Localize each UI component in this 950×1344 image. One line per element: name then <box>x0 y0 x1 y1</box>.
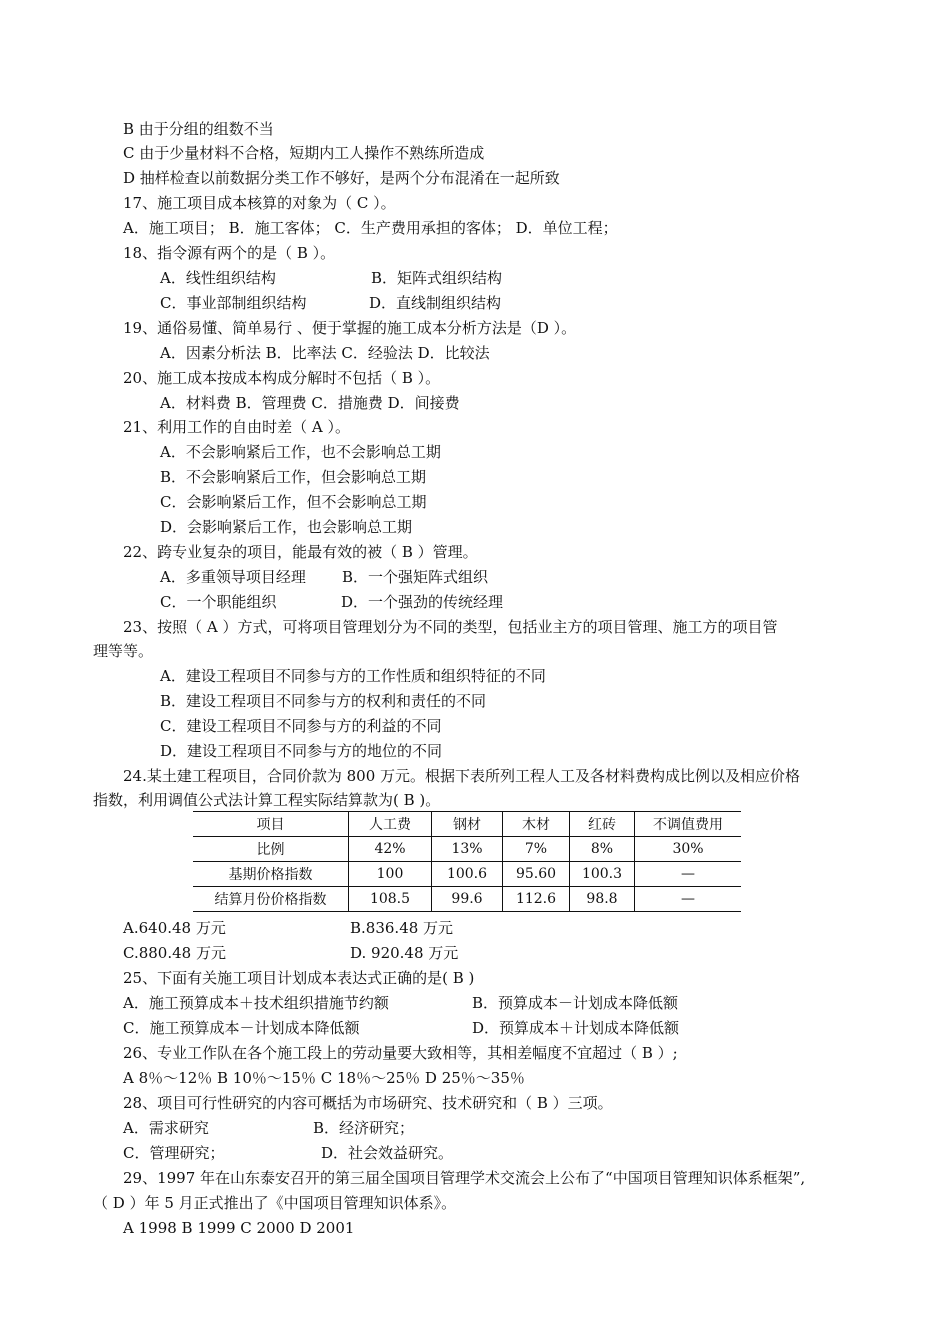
table-header-row <box>193 812 741 837</box>
table-cell: 人工费 <box>349 812 432 837</box>
question-19: 19、通俗易懂、简单易行 、便于掌握的施工成本分析方法是（D ）。 <box>123 319 577 337</box>
table-cell: 不调值费用 <box>635 812 742 837</box>
table-cell: — <box>635 887 742 912</box>
option-line: A．材料费 B．管理费 C．措施费 D．间接费 <box>160 394 460 412</box>
table-cell: 红砖 <box>570 812 635 837</box>
option-b: B．经济研究； <box>313 1119 415 1137</box>
question-18: 18、指令源有两个的是（ B ）。 <box>123 244 336 262</box>
table-cell: 100.6 <box>432 862 503 887</box>
option-d: D. 920.48 万元 <box>350 944 459 962</box>
price-index-table <box>193 811 741 912</box>
question-29-cont: （ D ）年 5 月正式推出了《中国项目管理知识体系》。 <box>93 1194 457 1212</box>
option-d: D．一个强劲的传统经理 <box>341 593 504 611</box>
option-a: A．多重领导项目经理 <box>160 568 306 586</box>
option-a: A．需求研究 <box>123 1119 209 1137</box>
option-line: C 由于少量材料不合格，短期内工人操作不熟练所造成 <box>123 144 485 162</box>
option-d: D．社会效益研究。 <box>321 1144 454 1162</box>
table-cell: 钢材 <box>432 812 503 837</box>
question-21: 21、利用工作的自由时差（ A ）。 <box>123 418 350 436</box>
option-c: C．会影响紧后工作，但不会影响总工期 <box>160 493 427 511</box>
table-cell: 100 <box>349 862 432 887</box>
table-cell: — <box>635 862 742 887</box>
option-b: B．预算成本－计划成本降低额 <box>472 994 679 1012</box>
option-d: D．直线制组织结构 <box>369 294 502 312</box>
question-28: 28、项目可行性研究的内容可概括为市场研究、技术研究和（ B ）三项。 <box>123 1094 613 1112</box>
option-a: A．建设工程项目不同参与方的工作性质和组织特征的不同 <box>160 667 546 685</box>
option-a: A．施工预算成本＋技术组织措施节约额 <box>123 994 389 1012</box>
table-cell: 7% <box>503 837 570 862</box>
table-cell: 98.8 <box>570 887 635 912</box>
table-cell: 项目 <box>193 812 349 837</box>
table-cell: 108.5 <box>349 887 432 912</box>
option-d: D．会影响紧后工作，也会影响总工期 <box>160 518 413 536</box>
option-c: C．建设工程项目不同参与方的利益的不同 <box>160 717 442 735</box>
question-25: 25、下面有关施工项目计划成本表达式正确的是( B ) <box>123 969 475 987</box>
table-cell: 比例 <box>193 837 349 862</box>
table-cell: 结算月份价格指数 <box>193 887 349 912</box>
table-cell: 13% <box>432 837 503 862</box>
option-c: C．一个职能组织 <box>160 593 277 611</box>
option-line: A．施工项目； B．施工客体； C．生产费用承担的客体； D．单位工程； <box>123 219 618 237</box>
option-d: D．建设工程项目不同参与方的地位的不同 <box>160 742 443 760</box>
question-24-cont: 指数，利用调值公式法计算工程实际结算款为( B )。 <box>93 791 441 809</box>
table-cell: 30% <box>635 837 742 862</box>
question-23: 23、按照（ A ）方式，可将项目管理划分为不同的类型，包括业主方的项目管理、施工方的项目管 <box>123 618 778 636</box>
option-line: A 1998 B 1999 C 2000 D 2001 <box>123 1219 355 1237</box>
question-24: 24.某土建工程项目，合同价款为 800 万元。根据下表所列工程人工及各材料费构成比例以及相应价格 <box>123 767 801 785</box>
option-a: A.640.48 万元 <box>123 919 226 937</box>
question-20: 20、施工成本按成本构成分解时不包括（ B ）。 <box>123 369 441 387</box>
option-b: B．建设工程项目不同参与方的权利和责任的不同 <box>160 692 487 710</box>
option-c: C．事业部制组织结构 <box>160 294 307 312</box>
option-b: B.836.48 万元 <box>350 919 454 937</box>
table-row <box>193 887 741 912</box>
table-cell: 8% <box>570 837 635 862</box>
question-17: 17、施工项目成本核算的对象为（ C ）。 <box>123 194 396 212</box>
question-29: 29、1997 年在山东泰安召开的第三届全国项目管理学术交流会上公布了“中国项目管理知识体系框架”, <box>123 1169 806 1187</box>
option-c: C.880.48 万元 <box>123 944 226 962</box>
table-cell: 99.6 <box>432 887 503 912</box>
question-22: 22、跨专业复杂的项目，能最有效的被（ B ）管理。 <box>123 543 478 561</box>
option-line: A 8％～12％ B 10％～15％ C 18％～25％ D 25％～35％ <box>123 1069 525 1087</box>
table-row <box>193 862 741 887</box>
option-c: C．管理研究； <box>123 1144 225 1162</box>
table-cell: 100.3 <box>570 862 635 887</box>
option-a: A．不会影响紧后工作，也不会影响总工期 <box>160 443 441 461</box>
table-cell: 木材 <box>503 812 570 837</box>
option-c: C．施工预算成本－计划成本降低额 <box>123 1019 360 1037</box>
table-cell: 基期价格指数 <box>193 862 349 887</box>
table-cell: 112.6 <box>503 887 570 912</box>
table-cell: 42% <box>349 837 432 862</box>
option-d: D．预算成本＋计划成本降低额 <box>472 1019 680 1037</box>
question-23-cont: 理等等。 <box>93 642 154 660</box>
option-b: B．矩阵式组织结构 <box>371 269 503 287</box>
option-b: B．不会影响紧后工作，但会影响总工期 <box>160 468 427 486</box>
option-line: D 抽样检查以前数据分类工作不够好，是两个分布混淆在一起所致 <box>123 169 560 187</box>
table-row <box>193 837 741 862</box>
option-a: A．线性组织结构 <box>160 269 276 287</box>
option-line: A．因素分析法 B．比率法 C．经验法 D．比较法 <box>160 344 490 362</box>
option-b: B．一个强矩阵式组织 <box>342 568 489 586</box>
table-cell: 95.60 <box>503 862 570 887</box>
question-26: 26、专业工作队在各个施工段上的劳动量要大致相等，其相差幅度不宜超过（ B ）; <box>123 1044 678 1062</box>
option-line: B 由于分组的组数不当 <box>123 120 274 138</box>
